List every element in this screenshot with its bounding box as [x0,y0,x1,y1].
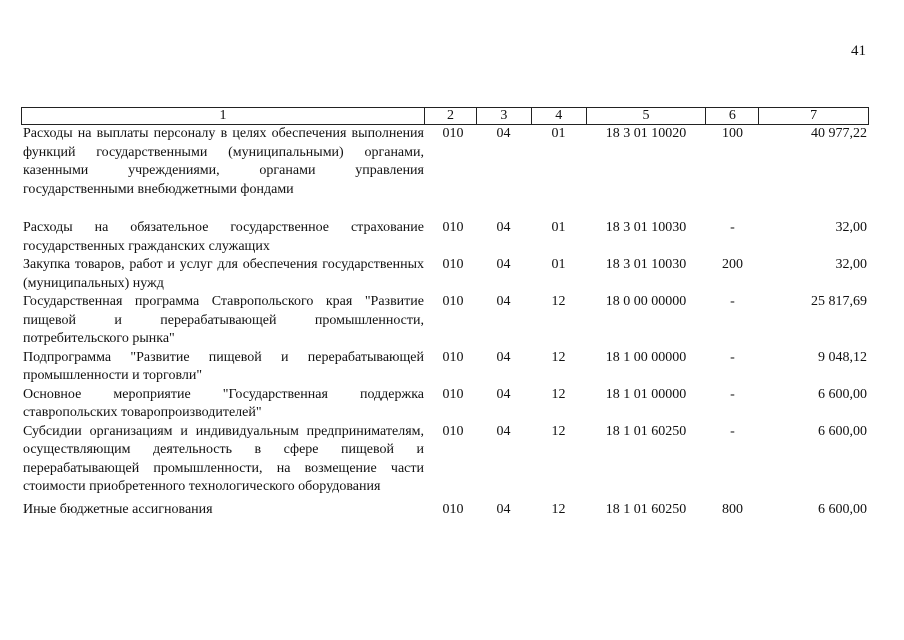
row-section: 04 [496,501,511,517]
table-row [21,293,869,349]
row-target-article: 18 1 01 60250 [605,423,687,439]
row-section: 04 [496,220,511,235]
row-name: Основное мероприятие "Государственная поддержка ставропольских товаропроизводителей" [23,386,424,420]
row-expense-type: - [730,220,735,235]
row-name: Расходы на выплаты персоналу в целях обеспечения выполнения функций государственными (муниципальными) органами, казенными учреждениями, органами управления государственными внебюджетными фондами [23,126,424,197]
page-number: 41 [851,43,866,59]
row-amount: 32,00 [835,220,867,235]
row-expense-type: - [730,294,735,309]
row-expense-type: - [730,349,735,365]
row-expense-type: - [730,423,735,439]
row-ministry-code: 010 [442,294,464,309]
header-cell-6: 6 [705,108,758,124]
budget-table [21,107,869,519]
row-subsection: 01 [551,220,566,235]
row-section: 04 [496,349,511,365]
header-cell-4: 4 [531,108,586,124]
row-section: 04 [496,257,511,272]
row-ministry-code: 010 [442,257,464,272]
row-name: Закупка товаров, работ и услуг для обеспечения государственных (муниципальных) нужд [23,257,424,291]
row-ministry-code: 010 [442,423,464,439]
row-target-article: 18 0 00 00000 [605,294,687,309]
table-row [21,501,869,520]
header-cell-7: 7 [758,108,868,124]
row-amount: 6 600,00 [818,501,867,517]
row-amount: 6 600,00 [818,386,867,402]
table-header-row [21,107,869,125]
header-cell-3: 3 [476,108,531,124]
row-subsection: 12 [551,501,566,517]
row-target-article: 18 1 01 60250 [605,501,687,517]
row-name: Подпрограмма "Развитие пищевой и перерабатывающей промышленности и торговли" [23,349,424,383]
row-amount: 25 817,69 [811,294,867,309]
row-amount: 40 977,22 [811,126,867,141]
row-expense-type: - [730,386,735,402]
header-cell-5: 5 [586,108,706,124]
table-row [21,256,869,293]
row-target-article: 18 1 00 00000 [605,349,687,365]
row-target-article: 18 3 01 10020 [605,126,687,141]
row-amount: 9 048,12 [818,349,867,365]
row-subsection: 01 [551,126,566,141]
row-amount: 6 600,00 [818,423,867,439]
table-row [21,219,869,256]
row-ministry-code: 010 [442,126,464,141]
row-section: 04 [496,126,511,141]
row-expense-type: 800 [722,501,743,517]
row-subsection: 12 [551,423,566,439]
row-name: Расходы на обязательное государственное страхование государственных гражданских служащих [23,220,424,254]
table-row [21,423,869,497]
row-subsection: 12 [551,349,566,365]
row-target-article: 18 1 01 00000 [605,386,687,402]
row-target-article: 18 3 01 10030 [605,220,687,235]
row-ministry-code: 010 [442,501,464,517]
row-name: Иные бюджетные ассигнования [23,501,213,517]
row-name: Субсидии организациям и индивидуальным предпринимателям, осуществляющим деятельность в сфере пищевой и перерабатывающей промышленности, на возмещение части стоимости приобретенного технологического оборудования [23,423,424,494]
header-cell-2: 2 [424,108,476,124]
row-section: 04 [496,294,511,309]
row-section: 04 [496,386,511,402]
row-section: 04 [496,423,511,439]
row-target-article: 18 3 01 10030 [605,257,687,272]
row-name: Государственная программа Ставропольского края "Развитие пищевой и перерабатывающей промышленности, потребительского рынка" [23,294,424,346]
row-amount: 32,00 [835,257,867,272]
table-row [21,125,869,199]
row-subsection: 12 [551,294,566,309]
row-ministry-code: 010 [442,386,464,402]
table-row [21,349,869,386]
row-ministry-code: 010 [442,220,464,235]
header-cell-1: 1 [219,108,227,123]
row-subsection: 12 [551,386,566,402]
row-expense-type: 100 [722,126,743,141]
row-subsection: 01 [551,257,566,272]
row-expense-type: 200 [722,257,743,272]
row-ministry-code: 010 [442,349,464,365]
table-row [21,386,869,423]
